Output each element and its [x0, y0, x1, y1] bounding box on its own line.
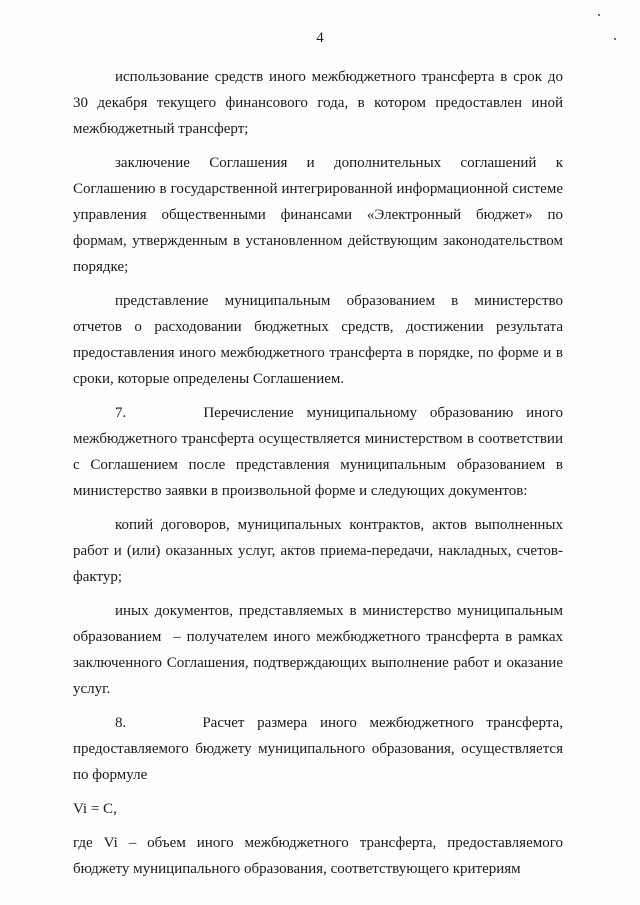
body-text — [73, 64, 563, 890]
page-number: 4 — [316, 30, 324, 46]
paragraph-agreement-conclusion: заключение Соглашения и дополнительных соглашений к Соглашению в государственной интегрированной информационной системе управления общественными финансами «Электронный бюджет» по формам, утвержденным в установленном действующим законодательством порядке; — [73, 155, 563, 275]
paragraph-contract-copies: копий договоров, муниципальных контрактов, актов выполненных работ и (или) оказанных услуг, актов приема-передачи, накладных, счетов-фактур; — [73, 517, 563, 585]
paragraph-item-7: 7. Перечисление муниципальному образованию иного межбюджетного трансферта осуществляется министерством в соответствии с Соглашением после представления муниципальным образованием в министерство заявки в произвольной форме и следующих документов: — [73, 405, 563, 499]
scan-speck — [598, 14, 600, 16]
paragraph-other-documents: иных документов, представляемых в министерство муниципальным образованием – получателем иного межбюджетного трансферта в рамках заключенного Соглашения, подтверждающих выполнение работ и оказание услуг. — [73, 603, 563, 697]
paragraph-funds-usage: использование средств иного межбюджетного трансферта в срок до 30 декабря текущего финансового года, в котором предоставлен иной межбюджетный трансферт; — [73, 69, 563, 137]
formula: Vi = C, — [73, 801, 117, 817]
paragraph-formula-explanation: где Vi – объем иного межбюджетного трансферта, предоставляемого бюджету муниципального образования, соответствующего критериям — [73, 835, 563, 877]
paragraph-item-8: 8. Расчет размера иного межбюджетного трансферта, предоставляемого бюджету муниципального образования, осуществляется по формуле — [73, 715, 563, 783]
paragraph-reports-submission: представление муниципальным образованием в министерство отчетов о расходовании бюджетных средств, достижении результата предоставления иного межбюджетного трансферта в порядке, по форме и в сроки, которые определены Соглашением. — [73, 293, 563, 387]
scan-speck — [614, 38, 616, 40]
